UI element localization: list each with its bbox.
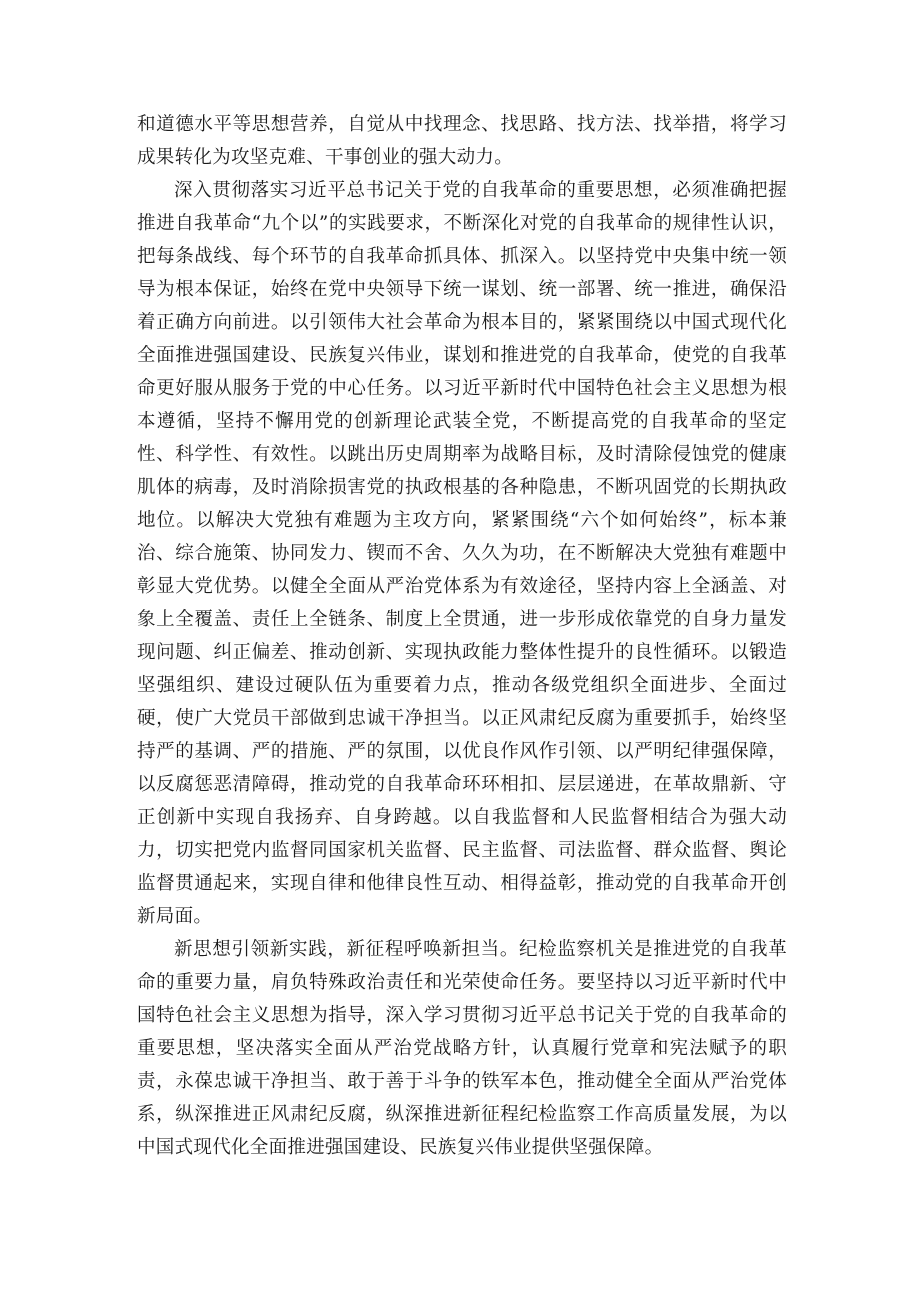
paragraph-self-revolution: 深入贯彻落实习近平总书记关于党的自我革命的重要思想，必须准确把握推进自我革命“九个以”的实践要求，不断深化对党的自我革命的规律性认识，把每条战线、每个环节的自我革命抓具体、抓深入。以坚持党中央集中统一领导为根本保证，始终在党中央领导下统一谋划、统一部署、统一推进，确保沿着正确方向前进。以引领伟大社会革命为根本目的，紧紧围绕以中国式现代化全面推进强国建设、民族复兴伟业，谋划和推进党的自我革命，使党的自我革命更好服从服务于党的中心任务。以习近平新时代中国特色社会主义思想为根本遵循，坚持不懈用党的创新理论武装全党，不断提高党的自我革命的坚定性、科学性、有效性。以跳出历史周期率为战略目标，及时清除侵蚀党的健康肌体的病毒，及时消除损害党的执政根基的各种隐患，不断巩固党的长期执政地位。以解决大党独有难题为主攻方向，紧紧围绕“六个如何始终”，标本兼治、综合施策、协同发力、锲而不舍、久久为功，在不断解决大党独有难题中彰显大党优势。以健全全面从严治党体系为有效途径，坚持内容上全涵盖、对象上全覆盖、责任上全链条、制度上全贯通，进一步形成依靠党的自身力量发现问题、纠正偏差、推动创新、实现执政能力整体性提升的良性循环。以锻造坚强组织、建设过硬队伍为重要着力点，推动各级党组织全面进步、全面过硬，使广大党员干部做到忠诚干净担当。以正风肃纪反腐为重要抓手，始终坚持严的基调、严的措施、严的氛围，以优良作风作引领、以严明纪律强保障，以反腐惩恶清障碍，推动党的自我革命环环相扣、层层递进，在革故鼎新、守正创新中实现自我扬弃、自身跨越。以自我监督和人民监督相结合为强大动力，切实把党内监督同国家机关监督、民主监督、司法监督、群众监督、舆论监督贯通起来，实现自律和他律良性互动、相得益彰，推动党的自我革命开创新局面。 <box>137 180 787 927</box>
document-body <box>137 108 787 1164</box>
paragraph-new-journey: 新思想引领新实践，新征程呼唤新担当。纪检监察机关是推进党的自我革命的重要力量，肩负特殊政治责任和光荣使命任务。要坚持以习近平新时代中国特色社会主义思想为指导，深入学习贯彻习近平总书记关于党的自我革命的重要思想，坚决落实全面从严治党战略方针，认真履行党章和宪法赋予的职责，永葆忠诚干净担当、敢于善于斗争的铁军本色，推动健全全面从严治党体系，纵深推进正风肃纪反腐，纵深推进新征程纪检监察工作高质量发展，为以中国式现代化全面推进强国建设、民族复兴伟业提供坚强保障。 <box>137 939 787 1158</box>
paragraph-continuation: 和道德水平等思想营养，自觉从中找理念、找思路、找方法、找举措，将学习成果转化为攻坚克难、干事创业的强大动力。 <box>137 114 787 168</box>
